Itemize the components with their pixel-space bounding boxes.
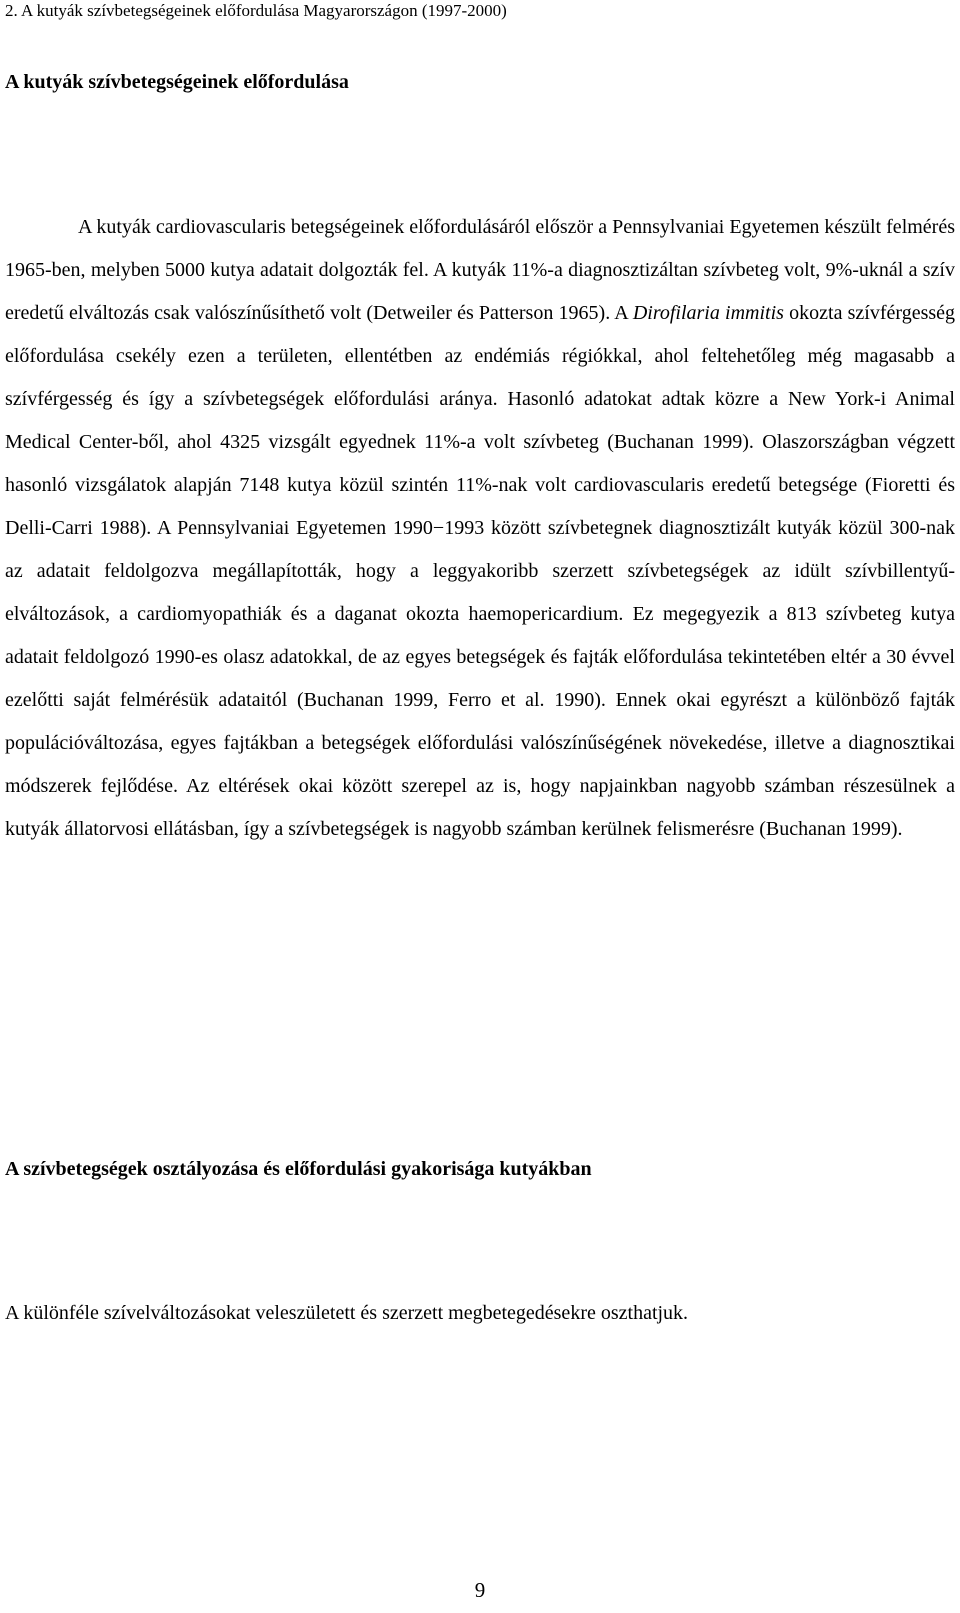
section-title-incidence: A kutyák szívbetegségeinek előfordulása [5, 71, 349, 93]
species-name: Dirofilaria immitis [632, 302, 784, 324]
body-paragraph-classification: A különféle szívelváltozásokat veleszületett és szerzett megbetegedésekre oszthatjuk. [5, 1302, 689, 1324]
running-header: 2. A kutyák szívbetegségeinek előfordulása Magyarországon (1997-2000) [5, 1, 507, 20]
page-number: 9 [474, 1578, 486, 1602]
section-title-classification: A szívbetegségek osztályozása és előfordulási gyakorisága kutyákban [5, 1158, 592, 1180]
body-paragraph-incidence [5, 206, 955, 851]
paragraph-text: okozta szívférgesség előfordulása csekély ezen a területen, ellentétben az endémiás régiókkal, ahol feltehetőleg még magasabb a szívférgesség és így a szívbetegségek előfordulási aránya. Hasonló adatokat adtak közre a New York-i Animal Medical Center-ből, ahol 4325 vizsgált egyednek 11%-a volt szívbeteg (Buchanan 1999). Olaszországban végzett hasonló vizsgálatok alapján 7148 kutya közül szintén 11%-nak volt cardiovascularis eredetű betegsége (Fioretti és Delli-Carri 1988). A Pennsylvaniai Egyetemen 1990−1993 között szívbetegnek diagnosztizált kutyák közül 300-nak az adatait feldolgozva megállapították, hogy a leggyakoribb szerzett szívbetegségek az idült szívbillentyű-elváltozások, a cardiomyopathiák és a daganat okozta haemopericardium. Ez megegyezik a 813 szívbeteg kutya adatait feldolgozó 1990-es olasz adatokkal, de az egyes betegségek és fajták előfordulása tekintetében eltér a 30 évvel ezelőtti saját felmérésük adataitól (Buchanan 1999, Ferro et al. 1990). Ennek okai egyrészt a különböző fajták populációváltozása, egyes fajtákban a betegségek előfordulási valószínűségének növekedése, illetve a diagnosztikai módszerek fejlődése. Az eltérések okai között szerepel az is, hogy napjainkban nagyobb számban részesülnek a kutyák állatorvosi ellátásban, így a szívbetegségek is nagyobb számban kerülnek felismerésre (Buchanan 1999). [5, 302, 956, 840]
paragraph-text: A kutyák cardiovascularis betegségeinek előfordulásáról először a Pennsylvaniai Egyetemen készült felmérés 1965-ben, melyben 5000 kutya adatait dolgozták fel. A kutyák 11%-a diagnosztizáltan szívbeteg volt, 9%-uknál a szív eredetű elváltozás csak valószínűsíthető volt (Detweiler és Patterson 1965). A [5, 216, 955, 324]
